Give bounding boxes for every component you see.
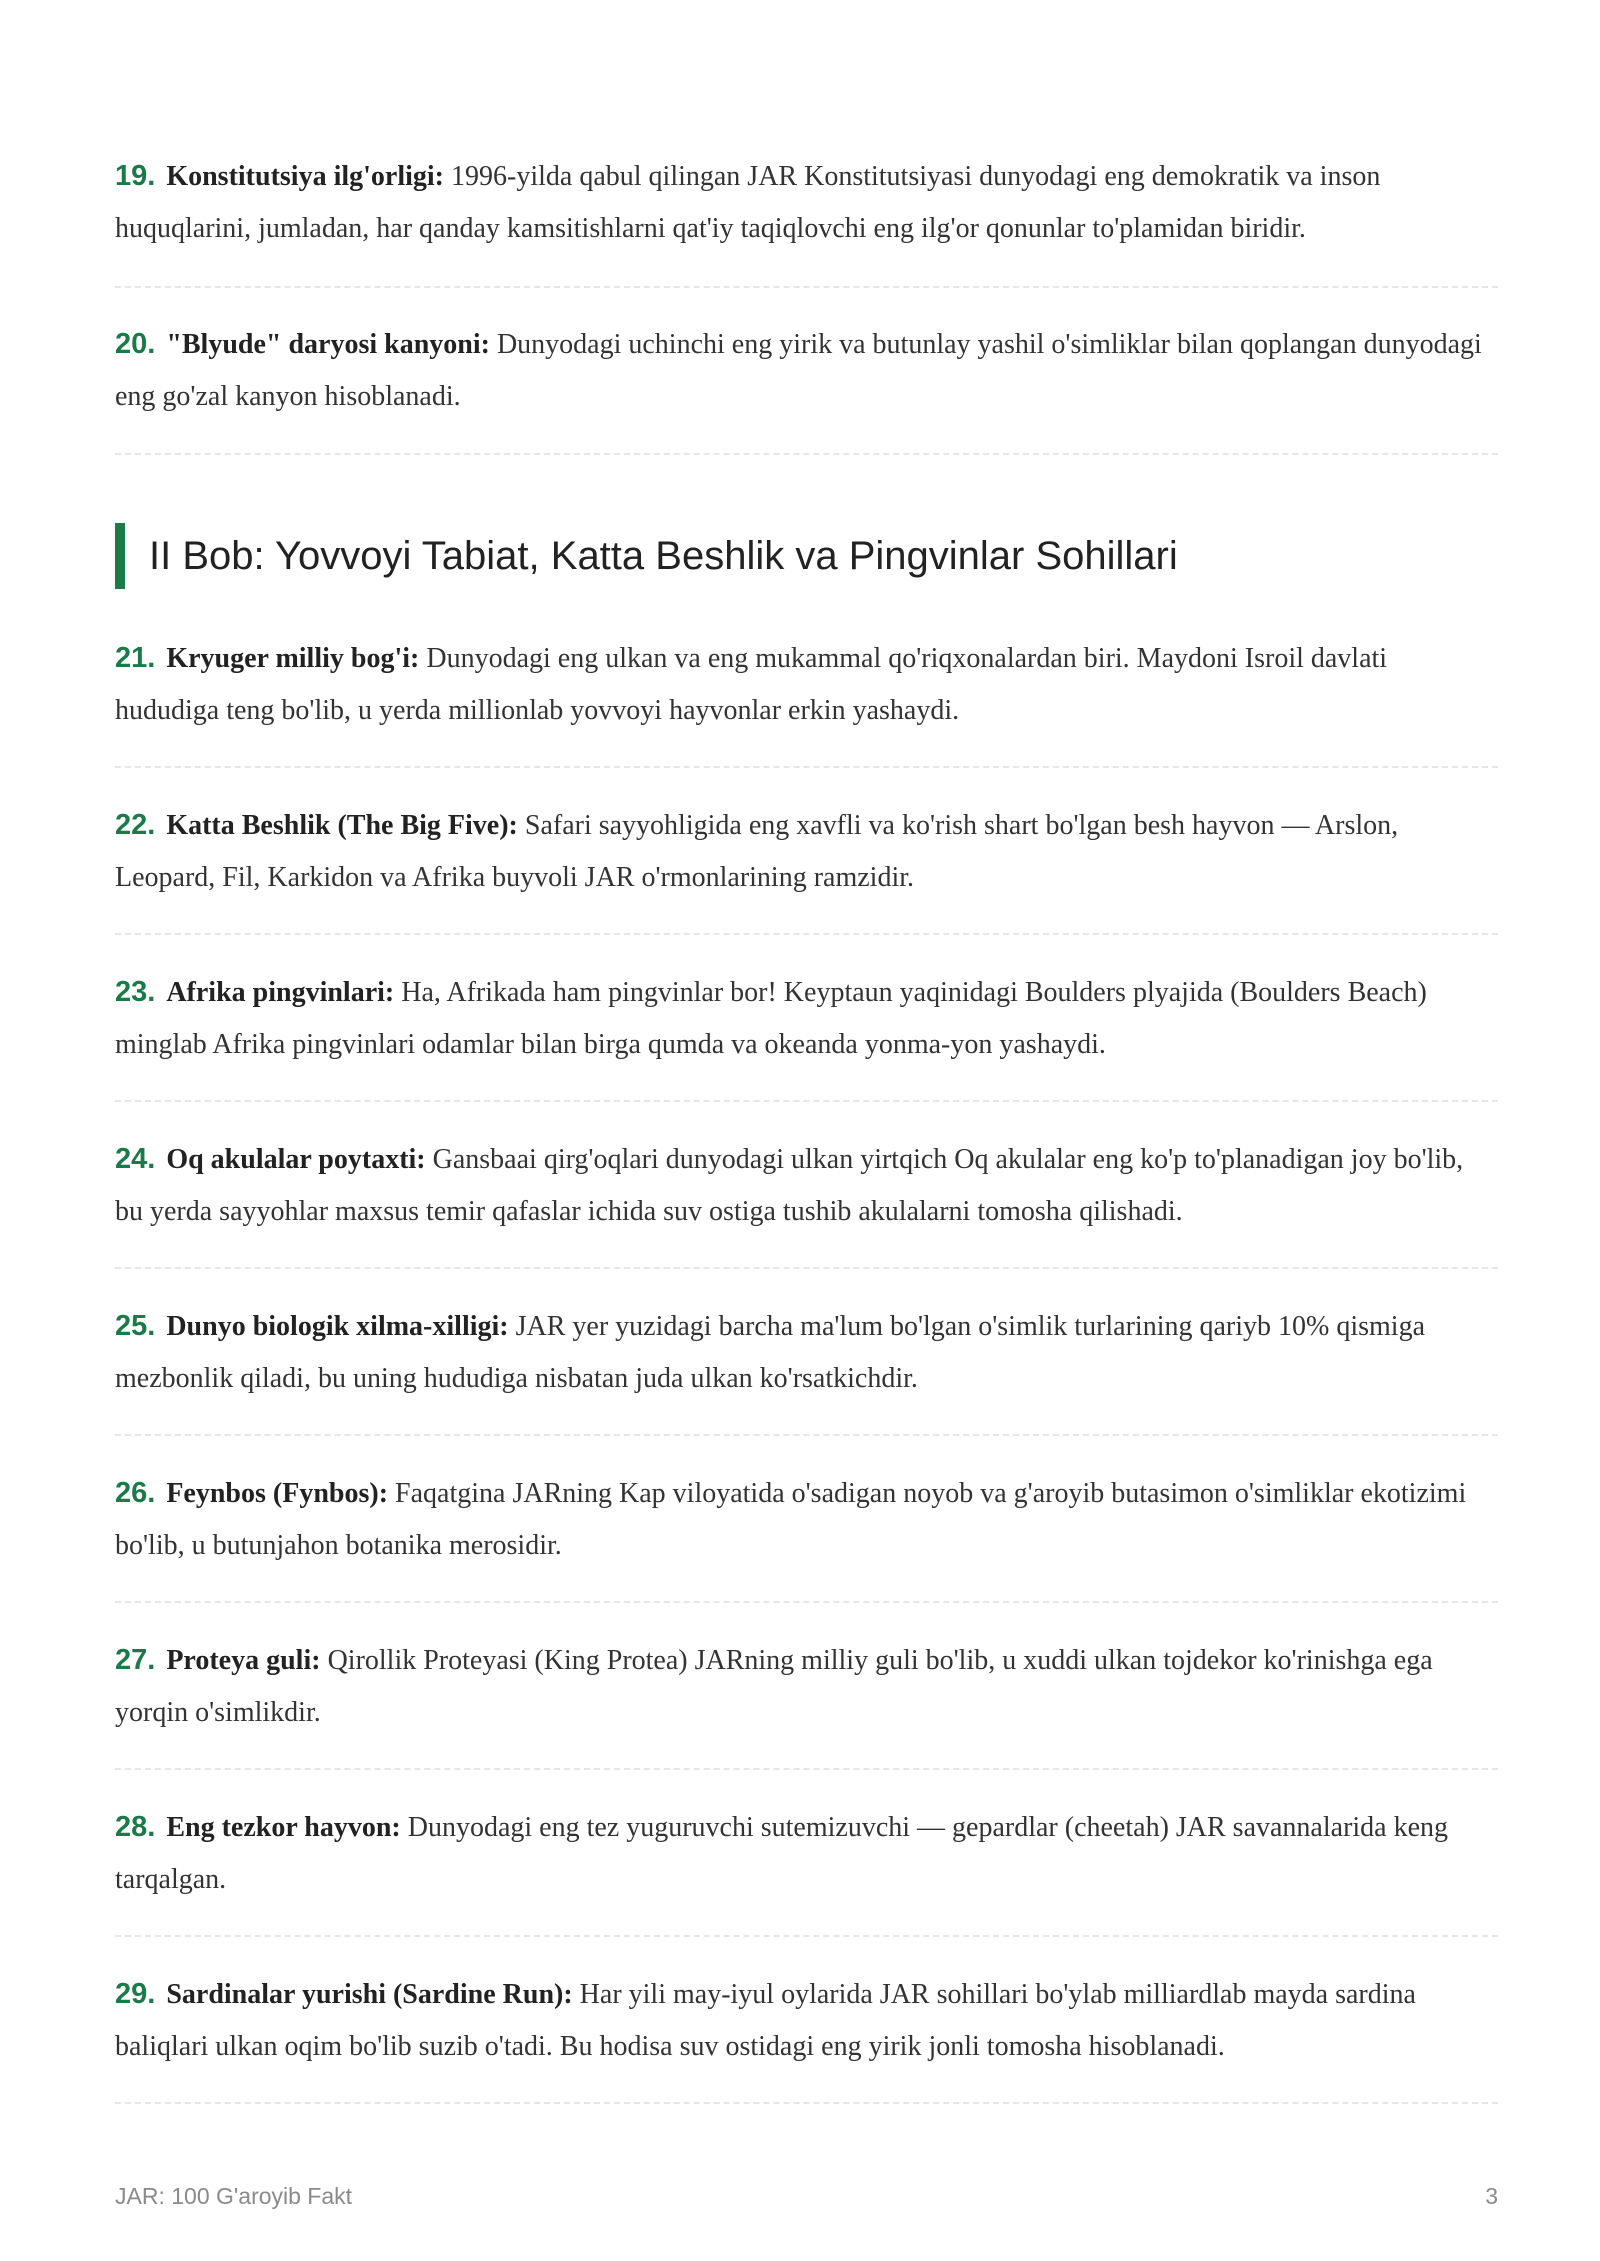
fact-body: JAR yer yuzidagi barcha ma'lum bo'lgan o'simlik turlarining qariyb 10% qismiga mezbonlik qiladi, bu uning hududiga nisbatan juda ulkan ko'rsatkichdir.: [115, 1311, 1426, 1394]
fact-number: 25.: [115, 1310, 156, 1342]
fact-body: Faqatgina JARning Kap viloyatida o'sadigan noyob va g'aroyib butasimon o'simliklar ekotizimi bo'lib, u butunjahon botanika merosidir.: [115, 1478, 1467, 1561]
fact-item-20: [115, 318, 1498, 455]
fact-body: Qirollik Proteyasi (King Protea) JARning milliy guli bo'lib, u xuddi ulkan tojdekor ko'rinishga ega yorqin o'simlikdir.: [115, 1645, 1433, 1728]
fact-title: Feynbos (Fynbos):: [166, 1478, 389, 1509]
fact-body: Safari sayyohligida eng xavfli va ko'rish shart bo'lgan besh hayvon — Arslon, Leopard, Fil, Karkidon va Afrika buyvoli JAR o'rmonlarining ramzidir.: [115, 810, 1399, 893]
fact-number: 27.: [115, 1644, 156, 1676]
fact-number: 26.: [115, 1477, 156, 1509]
fact-paragraph: [115, 1634, 1498, 1739]
fact-title: Dunyo biologik xilma-xilligi:: [166, 1311, 509, 1342]
fact-body: Gansbaai qirg'oqlari dunyodagi ulkan yirtqich Oq akulalar eng ko'p to'planadigan joy bo'lib, bu yerda sayyohlar maxsus temir qafaslar ichida suv ostiga tushib akulalarni tomosha qilishadi.: [115, 1144, 1464, 1227]
footer-page-number: 3: [1485, 2183, 1498, 2209]
fact-paragraph: [115, 318, 1498, 423]
fact-item-28: [115, 1801, 1498, 1937]
fact-paragraph: [115, 1467, 1498, 1572]
fact-item-19: [115, 150, 1498, 288]
chapter-title: II Bob: Yovvoyi Tabiat, Katta Beshlik va Pingvinlar Sohillari: [149, 533, 1178, 578]
fact-paragraph: [115, 799, 1498, 904]
fact-number: 24.: [115, 1143, 156, 1175]
fact-item-29: [115, 1968, 1498, 2104]
fact-number: 19.: [115, 160, 156, 192]
fact-paragraph: [115, 150, 1498, 255]
fact-number: 23.: [115, 976, 156, 1008]
fact-title: "Blyude" daryosi kanyoni:: [166, 329, 490, 360]
fact-paragraph: [115, 1968, 1498, 2073]
fact-number: 22.: [115, 809, 156, 841]
fact-body: Ha, Afrikada ham pingvinlar bor! Keyptaun yaqinidagi Boulders plyajida (Boulders Beach) minglab Afrika pingvinlari odamlar bilan birga qumda va okeanda yonma-yon yashaydi.: [115, 977, 1427, 1060]
fact-paragraph: [115, 1300, 1498, 1405]
fact-item-27: [115, 1634, 1498, 1770]
fact-item-24: [115, 1133, 1498, 1269]
fact-body: Har yili may-iyul oylarida JAR sohillari bo'ylab milliardlab mayda sardina baliqlari ulkan oqim bo'lib suzib o'tadi. Bu hodisa suv ostidagi eng yirik jonli tomosha hisoblanadi.: [115, 1979, 1416, 2062]
fact-number: 29.: [115, 1978, 156, 2010]
chapter-accent-bar: [115, 523, 125, 589]
fact-body: Dunyodagi eng ulkan va eng mukammal qo'riqxonalardan biri. Maydoni Isroil davlati hududiga teng bo'lib, u yerda millionlab yovvoyi hayvonlar erkin yashaydi.: [115, 643, 1388, 726]
fact-number: 28.: [115, 1811, 156, 1843]
fact-title: Oq akulalar poytaxti:: [166, 1144, 426, 1175]
fact-title: Proteya guli:: [166, 1645, 321, 1676]
fact-item-22: [115, 799, 1498, 935]
fact-item-23: [115, 966, 1498, 1102]
fact-paragraph: [115, 632, 1498, 737]
fact-body: Dunyodagi uchinchi eng yirik va butunlay yashil o'simliklar bilan qoplangan dunyodagi eng go'zal kanyon hisoblanadi.: [115, 329, 1482, 412]
fact-item-21: [115, 632, 1498, 768]
fact-title: Eng tezkor hayvon:: [166, 1812, 401, 1843]
fact-title: Sardinalar yurishi (Sardine Run):: [166, 1979, 573, 2010]
fact-paragraph: [115, 1133, 1498, 1238]
fact-item-25: [115, 1300, 1498, 1436]
fact-title: Konstitutsiya ilg'orligi:: [166, 161, 445, 192]
chapter-heading: [115, 523, 1178, 589]
fact-paragraph: [115, 1801, 1498, 1906]
fact-paragraph: [115, 966, 1498, 1071]
page-footer: [115, 2183, 1498, 2210]
fact-body: 1996-yilda qabul qilingan JAR Konstitutsiyasi dunyodagi eng demokratik va inson huquqlarini, jumladan, har qanday kamsitishlarni qat'iy taqiqlovchi eng ilg'or qonunlar to'plamidan biridir.: [115, 161, 1381, 244]
fact-number: 21.: [115, 642, 156, 674]
footer-document-title: JAR: 100 G'aroyib Fakt: [115, 2183, 353, 2209]
fact-title: Kryuger milliy bog'i:: [166, 643, 420, 674]
fact-body: Dunyodagi eng tez yuguruvchi sutemizuvchi — gepardlar (cheetah) JAR savannalarida keng tarqalgan.: [115, 1812, 1449, 1895]
fact-item-26: [115, 1467, 1498, 1603]
fact-title: Katta Beshlik (The Big Five):: [166, 810, 518, 841]
fact-number: 20.: [115, 328, 156, 360]
fact-title: Afrika pingvinlari:: [166, 977, 395, 1008]
